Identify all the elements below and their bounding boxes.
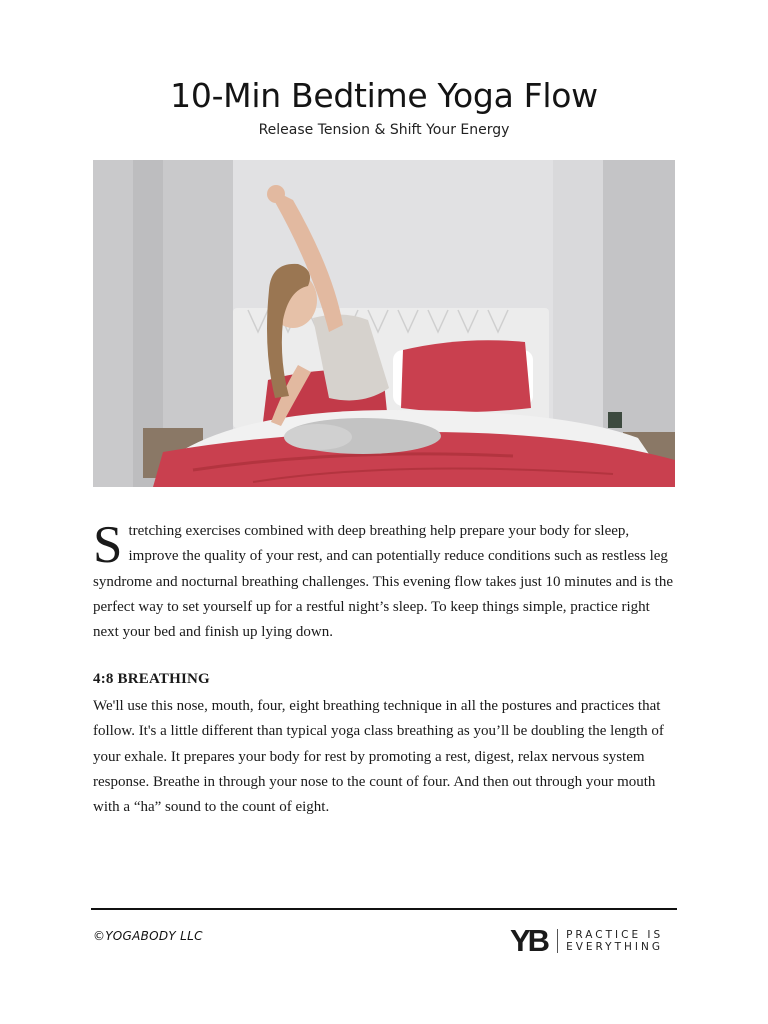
intro-paragraph: [93, 516, 679, 645]
section-heading: 4:8 BREATHING: [93, 671, 210, 687]
tagline-line-1: PRACTICE IS: [566, 929, 664, 941]
tagline-line-2: EVERYTHING: [566, 941, 663, 953]
page-subtitle: Release Tension & Shift Your Energy: [258, 122, 510, 138]
logo-mark: YB: [510, 923, 548, 958]
yogabody-logo: [510, 925, 663, 957]
logo-divider: [557, 929, 558, 953]
yoga-bedroom-illustration: [93, 160, 675, 487]
copyright-text: ©YOGABODY LLC: [93, 929, 203, 943]
hero-photo: [93, 160, 675, 487]
drop-cap: S: [93, 516, 123, 574]
section-body: We'll use this nose, mouth, four, eight breathing technique in all the postures and practices that follow. It's a little different than typical yoga class breathing as you’ll be doubling the length of your exhale. It prepares your body for rest by promoting a rest, digest, relax nervous system response. Breathe in through your nose to the count of four. And then out through your mouth with a “ha” sound to the count of eight.: [93, 698, 664, 816]
page-title: 10-Min Bedtime Yoga Flow: [170, 76, 598, 115]
logo-tagline: [566, 929, 663, 953]
intro-text: tretching exercises combined with deep breathing help prepare your body for sleep, improve the quality of your rest, and can potentially reduce conditions such as restless leg syndrome and nocturnal breathing challenges. This evening flow takes just 10 minutes and is the perfect way to set yourself up for a restful night’s sleep. To keep things simple, practice right next your bed and finish up lying down.: [93, 523, 674, 641]
footer-divider: [91, 908, 677, 910]
